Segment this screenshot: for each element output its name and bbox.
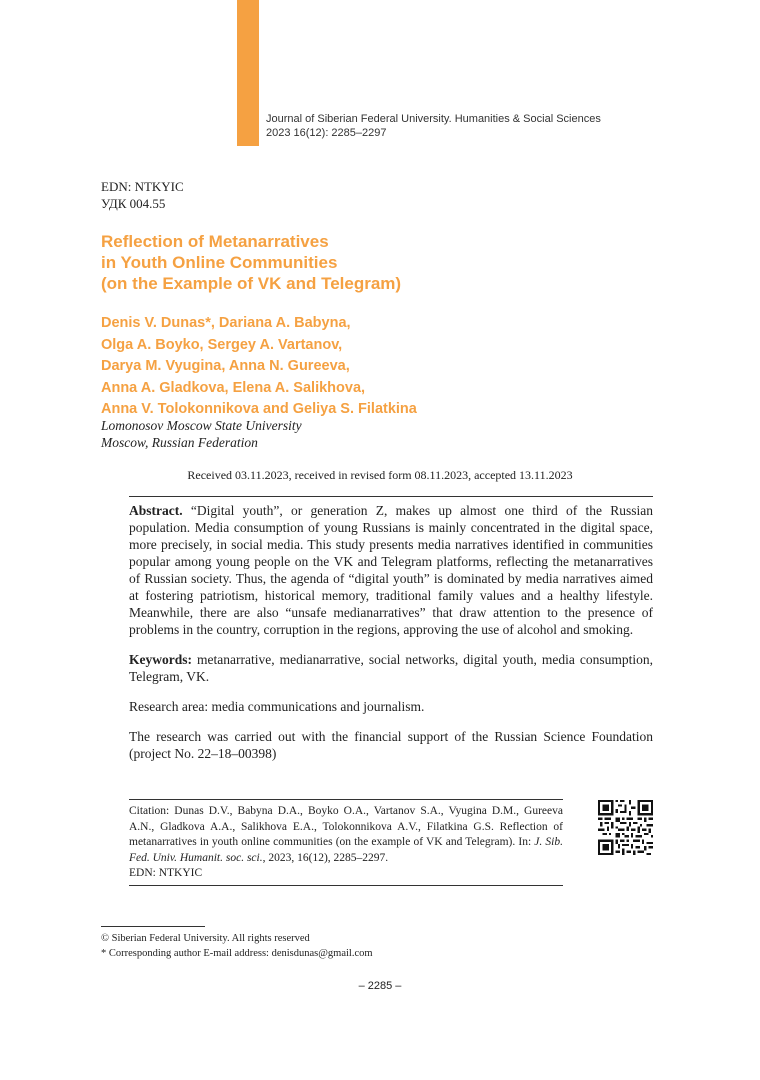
author-list: [101, 313, 417, 421]
keywords-text: metanarrative, medianarrative, social networks, digital youth, media consumption, Telegram, VK.: [129, 652, 653, 684]
edn-code: EDN: NTKYIC: [101, 179, 184, 194]
title-line: (on the Example of VK and Telegram): [101, 274, 402, 293]
author-line: Darya M. Vyugina, Anna N. Gureeva,: [101, 358, 350, 374]
citation-edn: EDN: NTKYIC: [129, 867, 203, 879]
citation-pages: , 2023, 16(12), 2285–2297.: [262, 851, 389, 864]
page-number: – 2285 –: [358, 980, 402, 992]
paper-title: [101, 231, 401, 294]
keywords-label: Keywords:: [129, 652, 192, 667]
footnotes: [101, 931, 373, 961]
qr-code-icon: [598, 800, 653, 855]
abstract-label: Abstract.: [129, 503, 183, 518]
university-name: Lomonosov Moscow State University: [101, 418, 302, 433]
abstract-top-rule: [129, 496, 653, 497]
citation-top-rule: [129, 799, 563, 800]
title-line: Reflection of Metanarratives: [101, 232, 329, 251]
title-line: in Youth Online Communities: [101, 253, 338, 272]
keywords: [129, 651, 653, 685]
citation-text: Citation: Dunas D.V., Babyna D.A., Boyko O.A., Vartanov S.A., Vyugina D.M., Gureeva A.N., Gladkova A.A., Salikhova E.A., Tolokonnikova A.V., Filatkina G.S. Reflection of metanarratives in youth online communities (on the example of VK and Telegram). In:: [129, 805, 563, 848]
corresponding-author-note: * Corresponding author E-mail address: denisdunas@gmail.com: [101, 948, 373, 959]
author-line: Olga A. Boyko, Sergey A. Vartanov,: [101, 336, 343, 353]
funding-note: The research was carried out with the financial support of the Russian Science Foundation (project No. 22–18–00398): [129, 729, 653, 761]
author-line: Denis V. Dunas*, Dariana A. Babyna,: [101, 315, 351, 331]
journal-header: [266, 112, 601, 140]
journal-issue: 2023 16(12): 2285–2297: [266, 127, 387, 139]
author-line: Anna V. Tolokonnikova and Geliya S. Filatkina: [101, 401, 417, 417]
university-location: Moscow, Russian Federation: [101, 435, 258, 450]
affiliation: [101, 417, 302, 451]
journal-name: Journal of Siberian Federal University. Humanities & Social Sciences: [266, 113, 601, 125]
citation-bottom-rule: [129, 885, 563, 886]
udk-code: УДК 004.55: [101, 196, 166, 211]
copyright-note: © Siberian Federal University. All rights reserved: [101, 933, 310, 944]
abstract: [129, 502, 653, 638]
abstract-section: [129, 502, 653, 762]
footnote-rule: [101, 926, 205, 927]
citation-journal: J. Sib. Fed. Univ. Humanit. soc. sci.: [129, 836, 563, 864]
research-area: Research area: media communications and journalism.: [129, 699, 425, 714]
received-dates: Received 03.11.2023, received in revised form 08.11.2023, accepted 13.11.2023: [187, 468, 573, 482]
author-line: Anna A. Gladkova, Elena A. Salikhova,: [101, 379, 366, 396]
identifiers: [101, 178, 184, 212]
accent-bar: [237, 0, 259, 146]
abstract-text: “Digital youth”, or generation Z, makes up almost one third of the Russian population. Media consumption of young Russians is mainly concentrated in the digital space, more precisely, in social media. This study presents media narratives identified in communities popular among young people on the VK and Telegram platforms, reflecting the metanarratives of Russian society. Thus, the agenda of “digital youth” is dominated by media narratives aimed at fostering patriotism, historical memory, traditional family values and a healthy lifestyle. Meanwhile, there are also “unsafe medianarratives” that draw attention to the presence of problems in the country, corruption in the regions, approving the use of alcohol and smoking.: [129, 503, 653, 637]
citation-block: [129, 804, 563, 882]
